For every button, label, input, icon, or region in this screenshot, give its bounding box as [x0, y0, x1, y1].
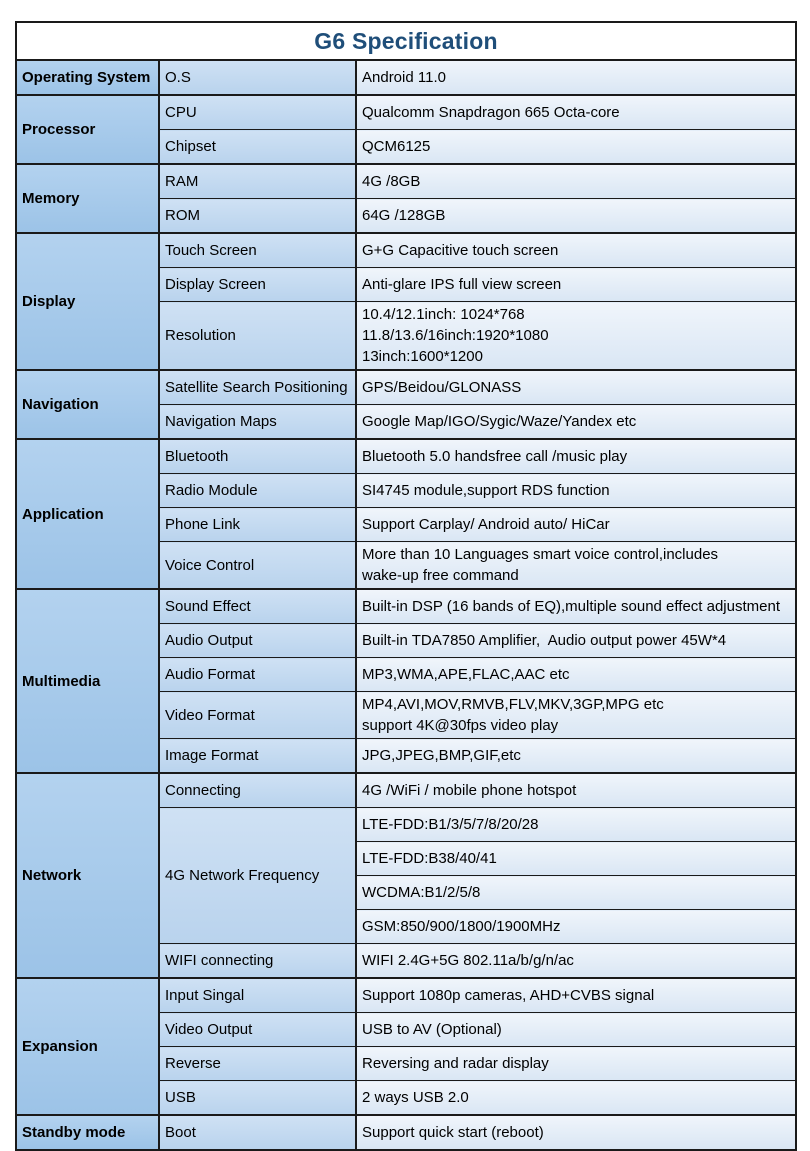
value-line: JPG,JPEG,BMP,GIF,etc: [362, 747, 521, 764]
category-cell-multimedia: Multimedia: [16, 589, 159, 773]
value-cell: [356, 542, 796, 590]
value-line: Support Carplay/ Android auto/ HiCar: [362, 516, 610, 533]
value-line: Built-in DSP (16 bands of EQ),multiple sound effect adjustment: [362, 598, 781, 615]
value-line: 13inch:1600*1200: [362, 348, 483, 365]
value-cell: [356, 199, 796, 234]
value-cell: [356, 95, 796, 130]
value-line: Qualcomm Snapdragon 665 Octa-core: [362, 104, 620, 121]
label-cell-touch-screen: Touch Screen: [159, 233, 356, 268]
spec-row: [16, 164, 796, 199]
category-cell-application: Application: [16, 439, 159, 589]
value-cell: [356, 808, 796, 842]
label-cell-radio-module: Radio Module: [159, 474, 356, 508]
label-cell-boot: Boot: [159, 1115, 356, 1150]
value-line: 64G /128GB: [362, 207, 446, 224]
label-cell-satellite-search-positioning: Satellite Search Positioning: [159, 370, 356, 405]
value-line: More than 10 Languages smart voice control,includes: [362, 546, 719, 563]
value-line: WIFI 2.4G+5G 802.11a/b/g/n/ac: [362, 952, 574, 969]
spec-row: [16, 773, 796, 808]
title-row: [16, 22, 796, 60]
value-line: G+G Capacitive touch screen: [362, 242, 559, 259]
value-line: 4G /8GB: [362, 173, 421, 190]
spec-row: [16, 1115, 796, 1150]
value-line: GPS/Beidou/GLONASS: [362, 379, 522, 396]
value-cell: [356, 268, 796, 302]
value-cell: [356, 302, 796, 371]
value-line: Anti-glare IPS full view screen: [362, 276, 562, 293]
spec-row: [16, 978, 796, 1013]
label-cell-input-singal: Input Singal: [159, 978, 356, 1013]
spec-table-body: [16, 60, 796, 1150]
label-cell-video-format: Video Format: [159, 692, 356, 739]
value-line: SI4745 module,support RDS function: [362, 482, 610, 499]
value-line: Support quick start (reboot): [362, 1124, 544, 1141]
label-cell-4g-network-frequency: 4G Network Frequency: [159, 808, 356, 944]
value-line: 11.8/13.6/16inch:1920*1080: [362, 327, 549, 344]
value-line: Support 1080p cameras, AHD+CVBS signal: [362, 987, 655, 1004]
value-line: wake-up free command: [362, 567, 519, 584]
value-cell: [356, 508, 796, 542]
value-line: QCM6125: [362, 138, 431, 155]
value-cell: [356, 944, 796, 979]
spec-row: [16, 439, 796, 474]
value-cell: [356, 876, 796, 910]
label-cell-ram: RAM: [159, 164, 356, 199]
label-cell-chipset: Chipset: [159, 130, 356, 165]
value-line: LTE-FDD:B1/3/5/7/8/20/28: [362, 816, 539, 833]
value-line: 4G /WiFi / mobile phone hotspot: [362, 782, 577, 799]
value-line: Google Map/IGO/Sygic/Waze/Yandex etc: [362, 413, 637, 430]
label-cell-phone-link: Phone Link: [159, 508, 356, 542]
value-line: Reversing and radar display: [362, 1055, 549, 1072]
value-cell: [356, 842, 796, 876]
value-cell: [356, 370, 796, 405]
label-cell-display-screen: Display Screen: [159, 268, 356, 302]
category-cell-navigation: Navigation: [16, 370, 159, 439]
value-cell: [356, 739, 796, 774]
value-cell: [356, 405, 796, 440]
value-line: Android 11.0: [362, 69, 446, 86]
value-line: MP3,WMA,APE,FLAC,AAC etc: [362, 666, 570, 683]
value-cell: [356, 658, 796, 692]
category-cell-display: Display: [16, 233, 159, 370]
label-cell-rom: ROM: [159, 199, 356, 234]
spec-row: [16, 233, 796, 268]
label-cell-cpu: CPU: [159, 95, 356, 130]
value-line: USB to AV (Optional): [362, 1021, 502, 1038]
spec-row: [16, 370, 796, 405]
value-cell: [356, 910, 796, 944]
specification-table: [15, 21, 797, 1151]
label-cell-o-s: O.S: [159, 60, 356, 95]
value-cell: [356, 1081, 796, 1116]
spec-row: [16, 95, 796, 130]
value-cell: [356, 1047, 796, 1081]
value-cell: [356, 1013, 796, 1047]
spec-row: [16, 589, 796, 624]
label-cell-video-output: Video Output: [159, 1013, 356, 1047]
value-line: MP4,AVI,MOV,RMVB,FLV,MKV,3GP,MPG etc: [362, 696, 664, 713]
value-line: 2 ways USB 2.0: [362, 1089, 469, 1106]
label-cell-audio-format: Audio Format: [159, 658, 356, 692]
label-cell-reverse: Reverse: [159, 1047, 356, 1081]
label-cell-bluetooth: Bluetooth: [159, 439, 356, 474]
value-cell: [356, 1115, 796, 1150]
spec-row: [16, 60, 796, 95]
label-cell-image-format: Image Format: [159, 739, 356, 774]
category-cell-standby-mode: Standby mode: [16, 1115, 159, 1150]
value-line: Bluetooth 5.0 handsfree call /music play: [362, 448, 628, 465]
value-line: LTE-FDD:B38/40/41: [362, 850, 497, 867]
value-cell: [356, 474, 796, 508]
category-cell-operating-system: Operating System: [16, 60, 159, 95]
value-line: Built-in TDA7850 Amplifier, Audio output power 45W*4: [362, 632, 727, 649]
value-line: support 4K@30fps video play: [362, 717, 559, 734]
label-cell-navigation-maps: Navigation Maps: [159, 405, 356, 440]
value-cell: [356, 773, 796, 808]
label-cell-connecting: Connecting: [159, 773, 356, 808]
value-cell: [356, 439, 796, 474]
value-cell: [356, 233, 796, 268]
page-title: G6 Specification: [16, 22, 796, 60]
value-line: WCDMA:B1/2/5/8: [362, 884, 481, 901]
value-cell: [356, 164, 796, 199]
category-cell-memory: Memory: [16, 164, 159, 233]
label-cell-voice-control: Voice Control: [159, 542, 356, 590]
category-cell-processor: Processor: [16, 95, 159, 164]
value-cell: [356, 130, 796, 165]
value-cell: [356, 692, 796, 739]
label-cell-usb: USB: [159, 1081, 356, 1116]
value-cell: [356, 978, 796, 1013]
label-cell-audio-output: Audio Output: [159, 624, 356, 658]
value-cell: [356, 624, 796, 658]
label-cell-resolution: Resolution: [159, 302, 356, 371]
category-cell-network: Network: [16, 773, 159, 978]
label-cell-wifi-connecting: WIFI connecting: [159, 944, 356, 979]
value-line: 10.4/12.1inch: 1024*768: [362, 306, 525, 323]
value-cell: [356, 589, 796, 624]
value-line: GSM:850/900/1800/1900MHz: [362, 918, 561, 935]
value-cell: [356, 60, 796, 95]
category-cell-expansion: Expansion: [16, 978, 159, 1115]
label-cell-sound-effect: Sound Effect: [159, 589, 356, 624]
